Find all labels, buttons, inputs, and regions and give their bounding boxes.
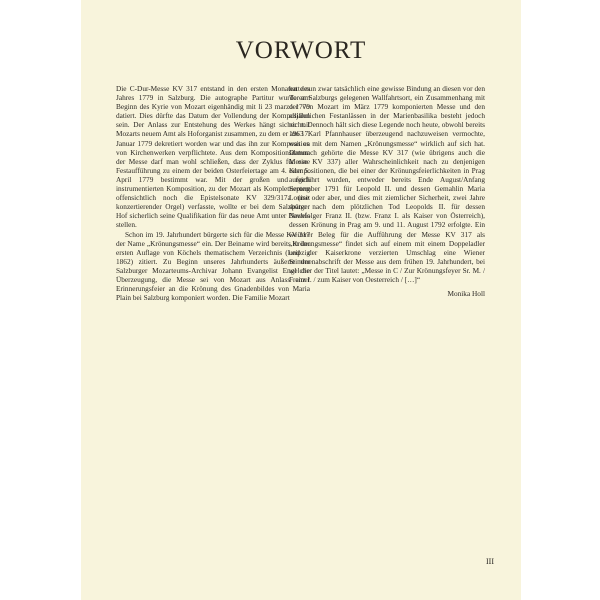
paragraph: Die C-Dur-Messe KV 317 entstand in den ersten Monaten des Jahres 1779 in Salzburg. Die autographe Partitur wurde am Beginn des Kyrie von Mozart eigenhändig mit li 23 marzo 1779 datiert. Dies dürfte das Datum der Vollendung der Komposition sein. Der Anlass zur Entstehung des Werkes hängt sicher mit Mozarts neuem Amt als Hoforganist zusammen, zu dem er am 17. Januar 1779 dekretiert worden war und das ihn zur Komposition von Kirchenwerken verpflichtete. Aus dem Kompositionsdatum der Messe darf man wohl schließen, dass der Zyklus für eine Festaufführung zu einem der beiden Osterfeiertage am 4. oder 5. April 1779 bestimmt war. Mit der großen und reich instrumentierten Komposition, zu der Mozart als Komplettierung offensichtlich noch die Epistelsonate KV 329/317a (mit konzertierender Orgel) verfasste, wollte er bei dem Salzburger Hof sicherlich seine Qualifikation für das neue Amt unter Beweis stellen. [116, 84, 310, 230]
paragraph: hatte nun zwar tatsächlich eine gewisse Bindung an diesen vor den Toren Salzburgs gelegenen Wallfahrtsort, ein Zusammenhang mit der von Mozart im März 1779 komponierten Messe und den alljährlichen Festanlässen in der Marienbasilika besteht jedoch nicht. Dennoch hält sich diese Legende noch heute, obwohl bereits 1963 Karl Pfannhauser überzeugend nachzuweisen vermochte, was es mit dem Namen „Krönungsmesse“ wirklich auf sich hat. Demnach gehörte die Messe KV 317 (wie übrigens auch die Messe KV 337) aller Wahrscheinlichkeit nach zu denjenigen Kompositionen, die bei einer der Krönungsfeierlichkeiten in Prag aufgeführt wurden, entweder bereits Ende August/Anfang September 1791 für Leopold II. und dessen Gemahlin Maria Louise oder aber, und dies mit ziemlicher Sicherheit, zwei Jahre später nach dem plötzlichen Tod Leopolds II. für dessen Nachfolger Franz II. (bzw. Franz I. als Kaiser von Österreich), dessen Krönung in Prag am 9. und 11. August 1792 erfolgte. Ein weiterer Beleg für die Aufführung der Messe KV 317 als „Krönungsmesse“ findet sich auf einem mit einem Doppeladler und der Kaiserkrone verzierten Umschlag eine Wiener Stimmenabschrift der Messe aus dem frühen 19. Jahrhundert, bei welcher der Titel lautet: „Messe in C / Zur Krönungsfeyer Sr. M. / Franz I. / zum Kaiser von Oesterreich / […]“ [289, 84, 485, 284]
paragraph: Schon im 19. Jahrhundert bürgerte sich für die Messe KV 317 der Name „Krönungsmesse“ ein. Der Beiname wird bereits in der ersten Auflage von Köchels thematischem Verzeichnis (Leipzig 1862) zitiert. Zu Beginn unseres Jahrhunderts äußerte der Salzburger Mozarteums-Archivar Johann Evangelist Engl die Überzeugung, die Messe sei von Mozart aus Anlass einer Erinnerungsfeier an die Krönung des Gnadenbildes von Maria Plain bei Salzburg komponiert worden. Die Familie Mozart [116, 229, 310, 303]
right-column [289, 84, 485, 298]
page [81, 0, 521, 600]
page-number: III [486, 557, 494, 566]
left-column [116, 84, 310, 302]
page-title: VORWORT [235, 37, 367, 64]
author-signature: Monika Holl [447, 289, 485, 299]
